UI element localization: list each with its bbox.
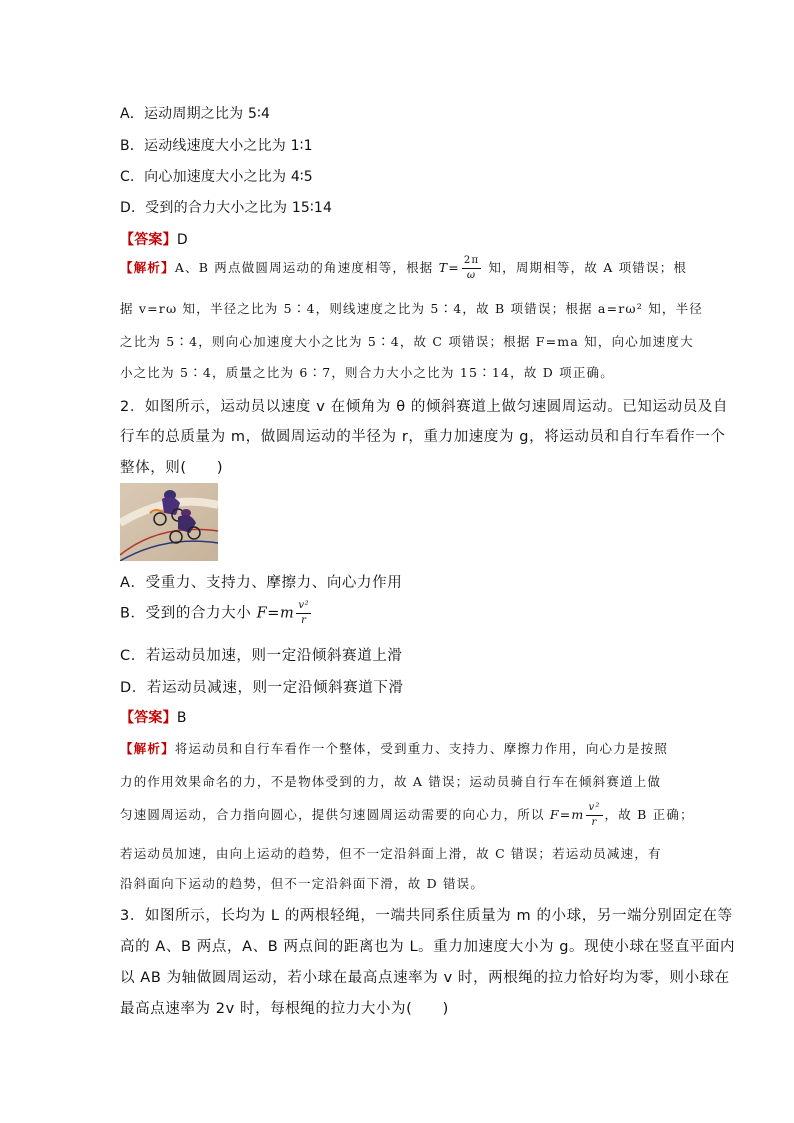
option-text: B．受到的合力大小 <box>120 605 257 622</box>
q2-answer <box>120 707 187 727</box>
q1-explanation-line-4: 小之比为 5∶4，质量之比为 6∶7，则合力大小之比为 15∶14，故 D 项正确。 <box>120 365 614 380</box>
q2-stem-line-2: 行车的总质量为 m，做圆周运动的半径为 r，重力加速度为 g，将运动员和自行车看作一个 <box>120 429 726 445</box>
explanation-text: 将运动员和自行车看作一个整体，受到重力、支持力、摩擦力作用，向心力是按照 <box>174 741 669 756</box>
q2-option-c: C．若运动员加速，则一定沿倾斜赛道上滑 <box>120 648 403 664</box>
explanation-text: 匀速圆周运动，合力指向圆心，提供匀速圆周运动需要的向心力，所以 <box>120 807 550 822</box>
fraction-denominator: ω <box>466 270 477 281</box>
formula: F=m <box>549 807 585 822</box>
q1-option-c: C．向心加速度大小之比为 4∶5 <box>120 169 313 185</box>
q2-explanation-line-5: 沿斜面向下运动的趋势，但不一定沿斜面下滑，故 D 错误。 <box>120 876 485 891</box>
fraction-numerator: 2π <box>462 256 481 269</box>
fraction-denominator: r <box>591 817 598 828</box>
q3-stem-line-4: 最高点速率为 2v 时，每根绳的拉力大小为( ) <box>120 1001 449 1017</box>
q1-option-b: B．运动线速度大小之比为 1∶1 <box>120 138 313 154</box>
q2-stem-line-3: 整体，则( ) <box>120 460 224 476</box>
answer-value: D <box>176 232 188 248</box>
q1-explanation-line-2: 据 v=rω 知，半径之比为 5∶4，则线速度之比为 5∶4，故 B 项错误；根据 a=rω² 知，半径 <box>120 301 703 316</box>
fraction-numerator: v² <box>586 803 602 816</box>
explanation-text: 知，周期相等，故 A 项错误；根 <box>483 260 688 275</box>
answer-value: B <box>176 710 187 726</box>
formula: F=m <box>256 605 295 622</box>
formula: T= <box>438 260 460 275</box>
q2-explanation-line-2: 力的作用效果命名的力，不是物体受到的力，故 A 错误；运动员骑自行车在倾斜赛道上做 <box>120 774 662 789</box>
explanation-tag: 【解析】 <box>120 260 175 275</box>
fraction <box>586 803 602 828</box>
q2-option-b <box>120 601 313 626</box>
q1-explanation-line-1 <box>120 256 687 281</box>
q1-option-a: A．运动周期之比为 5∶4 <box>120 106 271 122</box>
cyclists-photo <box>120 483 218 561</box>
answer-tag: 【答案】 <box>120 710 177 726</box>
q1-explanation-line-3: 之比为 5∶4，则向心加速度大小之比为 5∶4，故 C 项错误；根据 F=ma 知，向心加速度大 <box>120 334 694 349</box>
fraction-numerator: v² <box>296 601 311 614</box>
q2-explanation-line-3 <box>120 803 694 828</box>
q2-stem-line-1: 2．如图所示，运动员以速度 v 在倾角为 θ 的倾斜赛道上做匀速圆周运动。已知运动员及自 <box>120 399 729 415</box>
answer-tag: 【答案】 <box>120 232 177 248</box>
q2-explanation-line-4: 若运动员加速，由向上运动的趋势，但不一定沿斜面上滑，故 C 错误；若运动员减速，有 <box>120 846 662 861</box>
fraction-denominator: r <box>301 615 307 626</box>
q3-stem-line-2: 高的 A、B 两点，A、B 两点间的距离也为 L。重力加速度大小为 g。现使小球在竖直平面内 <box>120 939 736 955</box>
explanation-text: ，故 B 正确； <box>604 807 694 822</box>
q3-stem-line-1: 3．如图所示，长均为 L 的两根轻绳，一端共同系住质量为 m 的小球，另一端分别固定在等 <box>120 908 733 924</box>
explanation-text: A、B 两点做圆周运动的角速度相等，根据 <box>174 260 439 275</box>
q2-option-a: A．受重力、支持力、摩擦力、向心力作用 <box>120 575 403 591</box>
q2-explanation-line-1 <box>120 739 668 757</box>
q1-option-d: D．受到的合力大小之比为 15∶14 <box>120 200 333 216</box>
explanation-tag: 【解析】 <box>120 741 175 756</box>
fraction <box>462 256 481 281</box>
q1-answer <box>120 229 188 249</box>
fraction <box>296 601 311 626</box>
q3-stem-line-3: 以 AB 为轴做圆周运动，若小球在最高点速率为 v 时，两根绳的拉力恰好均为零，则小球在 <box>120 970 730 986</box>
q2-option-d: D．若运动员减速，则一定沿倾斜赛道下滑 <box>120 680 404 696</box>
